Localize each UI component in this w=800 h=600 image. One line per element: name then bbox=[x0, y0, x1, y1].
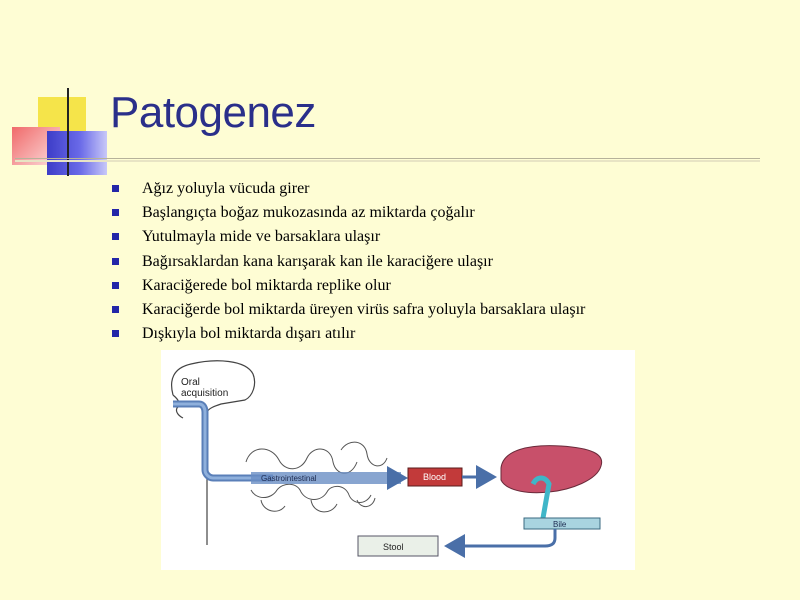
bullet-text: Ağız yoluyla vücuda girer bbox=[142, 180, 310, 197]
bullet-item bbox=[112, 225, 585, 249]
bullet-square-icon bbox=[112, 258, 119, 265]
slide-title: Patogenez bbox=[110, 88, 316, 137]
bullet-square-icon bbox=[112, 185, 119, 192]
bullet-item bbox=[112, 274, 585, 298]
liver-shape bbox=[501, 446, 602, 493]
bullet-text: Bağırsaklardan kana karışarak kan ile karaciğere ulaşır bbox=[142, 252, 493, 270]
decor-blue-square bbox=[47, 131, 107, 175]
bile-to-stool-arrow bbox=[447, 529, 555, 546]
bullet-item bbox=[112, 298, 585, 322]
bullet-text: Karaciğerede bol miktarda replike olur bbox=[142, 276, 391, 294]
stool-label: Stool bbox=[383, 542, 404, 552]
bullet-text: Karaciğerde bol miktarda üreyen virüs safra yoluyla barsaklara ulaşır bbox=[142, 300, 586, 318]
title-divider-shadow bbox=[15, 160, 760, 162]
acquisition-label: acquisition bbox=[181, 388, 229, 399]
bullet-item bbox=[112, 322, 585, 346]
title-divider bbox=[15, 158, 760, 159]
bile-label: Bile bbox=[553, 520, 567, 529]
pathogenesis-diagram bbox=[161, 350, 635, 570]
decor-vertical-line bbox=[67, 88, 69, 176]
oral-label: Oral bbox=[181, 377, 200, 388]
bullet-text: Yutulmayla mide ve barsaklara ulaşır bbox=[142, 228, 381, 246]
blood-label: Blood bbox=[423, 472, 447, 482]
bullet-square-icon bbox=[112, 233, 119, 240]
bullet-list bbox=[112, 177, 585, 346]
bullet-square-icon bbox=[112, 330, 119, 337]
intestine-label: Gastrointestinal bbox=[261, 474, 317, 483]
bullet-square-icon bbox=[112, 282, 119, 289]
bullet-item bbox=[112, 250, 585, 274]
bullet-square-icon bbox=[112, 306, 119, 313]
oral-route-arrow bbox=[173, 404, 273, 478]
bullet-item bbox=[112, 201, 585, 225]
bullet-text: Başlangıçta boğaz mukozasında az miktarda çoğalır bbox=[142, 204, 475, 222]
bullet-square-icon bbox=[112, 209, 119, 216]
bullet-item bbox=[112, 177, 585, 201]
bullet-text: Dışkıyla bol miktarda dışarı atılır bbox=[142, 325, 356, 343]
